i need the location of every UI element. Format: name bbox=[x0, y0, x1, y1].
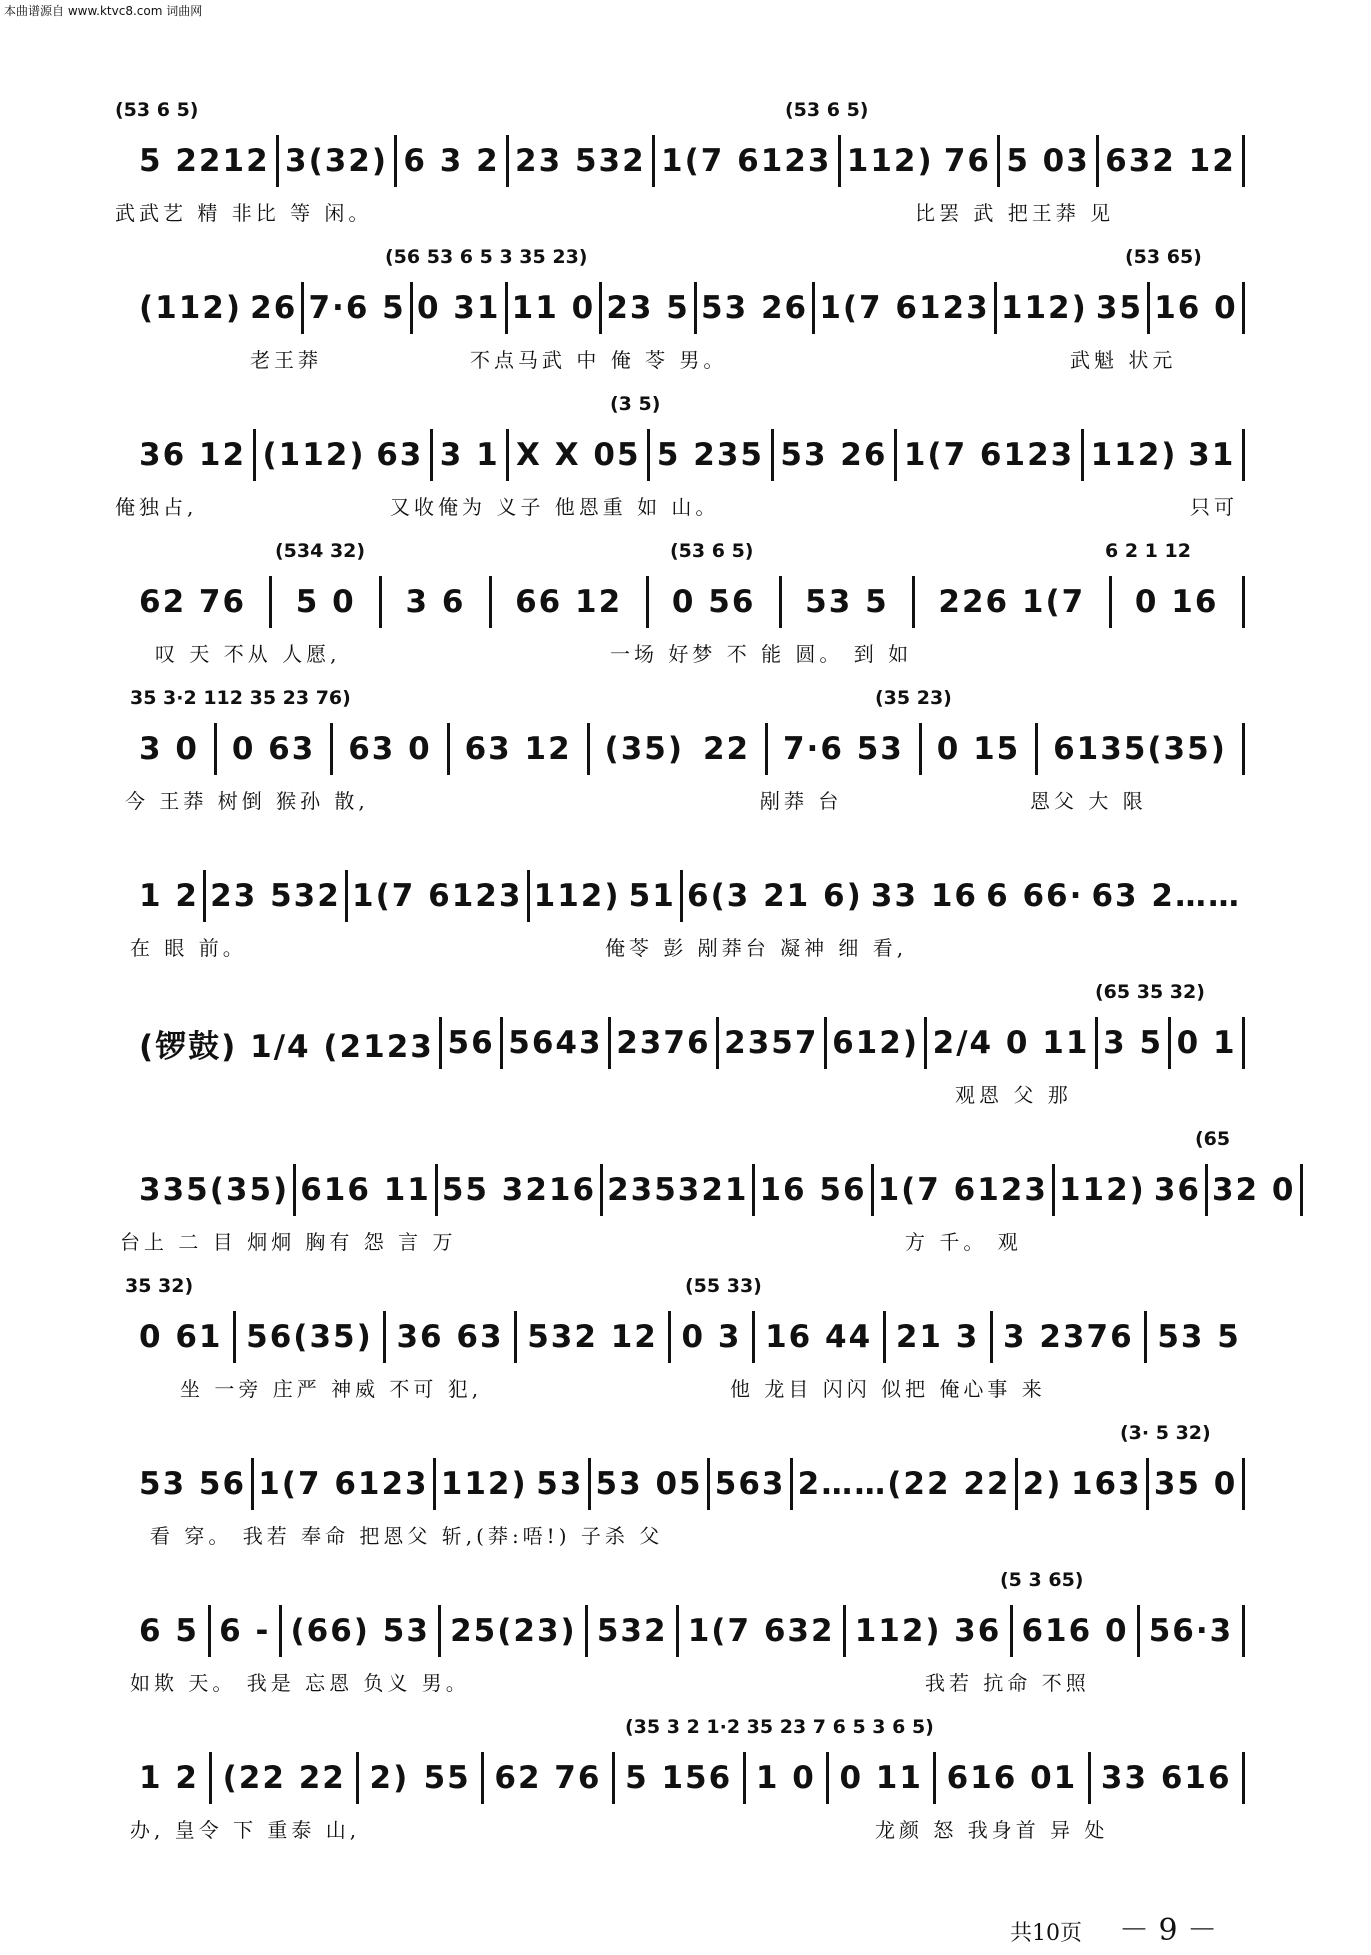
measure: 32 0 bbox=[1211, 1172, 1296, 1208]
barline bbox=[356, 1752, 359, 1804]
measure: 5 03 bbox=[1006, 143, 1090, 179]
lyric-line bbox=[130, 1812, 1245, 1842]
measure: 23 532 bbox=[515, 143, 646, 179]
measure: 11 0 bbox=[511, 290, 596, 326]
barline bbox=[394, 135, 397, 187]
measure: 0 56 bbox=[671, 584, 756, 620]
measure: 35 0 bbox=[1153, 1466, 1238, 1502]
barline bbox=[997, 135, 1000, 187]
lyric-line bbox=[135, 1371, 1245, 1401]
cue-line bbox=[135, 389, 1245, 419]
measure: 2) bbox=[1022, 1466, 1063, 1502]
measure: 53 26 bbox=[701, 290, 809, 326]
note-line bbox=[135, 1603, 1245, 1659]
measure: 56(35) bbox=[246, 1319, 373, 1355]
measure: 6(3 21 6) bbox=[687, 878, 863, 914]
measure: 1 2 bbox=[139, 878, 199, 914]
lyric: 今 王莽 树倒 猴孙 散, bbox=[125, 789, 369, 813]
cue: (53 6 5) bbox=[670, 540, 754, 562]
measure: 6135(35) bbox=[1053, 731, 1227, 767]
barline bbox=[1144, 1311, 1147, 1363]
lyric-line bbox=[135, 1518, 1245, 1548]
cue-line bbox=[135, 242, 1245, 272]
measure: 16 56 bbox=[759, 1172, 867, 1208]
system-4 bbox=[135, 536, 1245, 683]
barline bbox=[379, 576, 382, 628]
lyric-line bbox=[135, 342, 1245, 372]
barline bbox=[208, 1605, 211, 1657]
measure: 1(7 6123 bbox=[877, 1172, 1048, 1208]
measure: 25(23) bbox=[450, 1613, 577, 1649]
measure: 31 bbox=[1188, 437, 1236, 473]
measure: 26 bbox=[250, 290, 298, 326]
lyric: 坐 一旁 庄严 神威 不可 犯, bbox=[180, 1377, 483, 1401]
measure: 63 0 bbox=[348, 731, 432, 767]
measure: 612) bbox=[832, 1025, 919, 1061]
measure: 3 6 bbox=[405, 584, 466, 620]
lyric: 如欺 天。 我是 忘恩 负义 男。 bbox=[130, 1671, 470, 1695]
barline bbox=[253, 429, 256, 481]
measure: 532 12 bbox=[527, 1319, 658, 1355]
cue: (534 32) bbox=[275, 540, 366, 562]
barline bbox=[330, 723, 333, 775]
measure: 53 5 bbox=[1157, 1319, 1241, 1355]
barline bbox=[716, 1017, 719, 1069]
page-footer bbox=[1010, 1905, 1217, 1949]
measure: 112) bbox=[533, 878, 621, 914]
barline bbox=[1096, 135, 1099, 187]
note-line bbox=[135, 1456, 1245, 1512]
page-number: － 9 － bbox=[1119, 1913, 1218, 1948]
measure: 5 2212 bbox=[139, 143, 270, 179]
barline bbox=[585, 1605, 588, 1657]
cue-line bbox=[135, 536, 1245, 566]
barline bbox=[826, 1752, 829, 1804]
measure: 6 66· bbox=[986, 878, 1084, 914]
barline bbox=[933, 1752, 936, 1804]
measure: 226 1(7 bbox=[938, 584, 1086, 620]
measure: 1(7 6123 bbox=[258, 1466, 429, 1502]
lyric: 比罢 武 把王莽 见 bbox=[915, 201, 1115, 225]
measure: 0 15 bbox=[936, 731, 1021, 767]
lyric: 恩父 大 限 bbox=[1030, 789, 1147, 813]
measure: 21 3 bbox=[895, 1319, 980, 1355]
lyric: 台上 二 目 炯炯 胸有 怨 言 万 bbox=[120, 1230, 457, 1254]
cue-line bbox=[135, 1418, 1245, 1448]
measure: 163 bbox=[1070, 1466, 1142, 1502]
measure: 3 1 bbox=[439, 437, 500, 473]
lyric-line bbox=[115, 195, 1245, 225]
system-8 bbox=[120, 1124, 1296, 1271]
measure: 53 05 bbox=[595, 1466, 703, 1502]
lyric-line bbox=[130, 1665, 1245, 1695]
barline bbox=[1242, 429, 1245, 481]
measure: 16 0 bbox=[1154, 290, 1238, 326]
measure: 53 26 bbox=[780, 437, 888, 473]
barline bbox=[843, 1605, 846, 1657]
lyric: 不点马武 中 俺 苓 男。 bbox=[470, 348, 728, 372]
measure: 53 5 bbox=[805, 584, 889, 620]
barline bbox=[924, 1017, 927, 1069]
measure: 5 235 bbox=[656, 437, 764, 473]
barline bbox=[1015, 1458, 1018, 1510]
lyric: 只可 bbox=[1190, 495, 1238, 519]
measure: 63 bbox=[376, 437, 424, 473]
cue-line bbox=[130, 683, 1245, 713]
barline bbox=[251, 1458, 254, 1510]
barline bbox=[1035, 723, 1038, 775]
note-line bbox=[135, 280, 1245, 336]
measure: (66) 53 bbox=[290, 1613, 430, 1649]
measure: 0 16 bbox=[1134, 584, 1219, 620]
barline bbox=[990, 1311, 993, 1363]
measure: 1 2 bbox=[139, 1760, 199, 1796]
measure: 112) bbox=[1090, 437, 1178, 473]
cue: 35 32) bbox=[125, 1275, 194, 1297]
barline bbox=[790, 1458, 793, 1510]
note-line bbox=[135, 868, 1245, 924]
cue: (55 33) bbox=[685, 1275, 762, 1297]
lyric: 一场 好梦 不 能 圆。 到 如 bbox=[610, 642, 913, 666]
note-line bbox=[135, 574, 1245, 630]
measure: 63 12 bbox=[464, 731, 572, 767]
barline bbox=[1109, 576, 1112, 628]
barline bbox=[646, 576, 649, 628]
system-5 bbox=[125, 683, 1245, 830]
barline bbox=[752, 1311, 755, 1363]
measure: (112) bbox=[139, 290, 243, 326]
measure: 23 532 bbox=[210, 878, 341, 914]
measure: 5 156 bbox=[625, 1760, 733, 1796]
barline bbox=[506, 429, 509, 481]
measure: 33 16 bbox=[870, 878, 978, 914]
total-pages: 共10页 bbox=[1010, 1921, 1082, 1946]
barline bbox=[1242, 1605, 1245, 1657]
lyric: 武武艺 精 非比 等 闲。 bbox=[115, 201, 373, 225]
barline bbox=[1168, 1017, 1171, 1069]
cue: (35 3 2 1·2 35 23 7 6 5 3 6 5) bbox=[625, 1716, 934, 1738]
measure: (22 22 bbox=[222, 1760, 346, 1796]
lyric-line bbox=[115, 489, 1245, 519]
barline bbox=[676, 1605, 679, 1657]
barline bbox=[1300, 1164, 1303, 1216]
measure: 6 5 bbox=[139, 1613, 199, 1649]
measure: 62 76 bbox=[494, 1760, 602, 1796]
barline bbox=[652, 135, 655, 187]
measure: 0 1 bbox=[1176, 1025, 1237, 1061]
system-3 bbox=[115, 389, 1245, 536]
barline bbox=[707, 1458, 710, 1510]
barline bbox=[588, 1458, 591, 1510]
measure: X X 05 bbox=[516, 437, 641, 473]
measure: 56 bbox=[447, 1025, 495, 1061]
cue: (5 3 65) bbox=[1000, 1569, 1084, 1591]
measure: 616 01 bbox=[946, 1760, 1078, 1796]
measure: 36 12 bbox=[139, 437, 247, 473]
measure: 7·6 53 bbox=[782, 731, 904, 767]
cue: (65 35 32) bbox=[1095, 981, 1205, 1003]
barline bbox=[439, 1017, 442, 1069]
measure: 35 bbox=[1095, 290, 1144, 326]
barline bbox=[1242, 1752, 1245, 1804]
cue: 35 3·2 112 35 23 76) bbox=[130, 687, 351, 709]
measure: 3 0 bbox=[139, 731, 199, 767]
cue: (56 53 6 5 3 35 23) bbox=[385, 246, 588, 268]
barline bbox=[430, 429, 433, 481]
measure: 51 bbox=[628, 878, 676, 914]
lyric: 办, 皇令 下 重泰 山, bbox=[130, 1818, 361, 1842]
cue-line bbox=[135, 1124, 1245, 1154]
system-1 bbox=[115, 95, 1245, 242]
measure: 0 63 bbox=[231, 731, 316, 767]
lyric-line bbox=[135, 1077, 1245, 1107]
measure: 112) bbox=[846, 143, 934, 179]
measure: 616 0 bbox=[1021, 1613, 1129, 1649]
measure: (35) bbox=[604, 731, 685, 767]
barline bbox=[765, 723, 768, 775]
barline bbox=[514, 1311, 517, 1363]
source-header: 本曲谱源自 www.ktvc8.com 词曲网 bbox=[4, 4, 203, 18]
measure: 66 12 bbox=[515, 584, 623, 620]
system-7 bbox=[135, 977, 1245, 1124]
measure: 56·3 bbox=[1148, 1613, 1234, 1649]
cue-line bbox=[115, 95, 1245, 125]
measure: 63 2…… bbox=[1091, 878, 1241, 914]
measure: 36 63 bbox=[396, 1319, 504, 1355]
lyric-line bbox=[130, 930, 1245, 960]
measure: 0 31 bbox=[416, 290, 501, 326]
barline bbox=[1242, 576, 1245, 628]
barline bbox=[771, 429, 774, 481]
barline bbox=[668, 1311, 671, 1363]
lyric-line bbox=[125, 783, 1245, 813]
measure: 0 61 bbox=[139, 1319, 223, 1355]
barline bbox=[214, 723, 217, 775]
note-line bbox=[135, 1015, 1245, 1071]
barline bbox=[1137, 1605, 1140, 1657]
measure: 2357 bbox=[724, 1025, 819, 1061]
lyric: 他 龙目 闪闪 似把 俺心事 来 bbox=[730, 1377, 1046, 1401]
measure: 55 bbox=[423, 1760, 471, 1796]
measure: 5 0 bbox=[295, 584, 356, 620]
jianpu-score bbox=[115, 95, 1296, 1859]
lyric: 方 千。 观 bbox=[905, 1230, 1022, 1254]
barline bbox=[824, 1017, 827, 1069]
note-line bbox=[135, 1750, 1245, 1806]
note-line bbox=[135, 427, 1245, 483]
lyric: 叹 天 不从 人愿, bbox=[155, 642, 341, 666]
barline bbox=[506, 135, 509, 187]
measure: 53 bbox=[536, 1466, 584, 1502]
barline bbox=[1146, 1458, 1149, 1510]
barline bbox=[1242, 1017, 1245, 1069]
cue: (35 23) bbox=[875, 687, 952, 709]
barline bbox=[608, 1017, 611, 1069]
note-line bbox=[135, 133, 1245, 189]
cue-line bbox=[135, 977, 1245, 1007]
measure: 532 bbox=[596, 1613, 668, 1649]
barline bbox=[433, 1458, 436, 1510]
barline bbox=[647, 429, 650, 481]
barline bbox=[612, 1752, 615, 1804]
measure: 112) bbox=[854, 1613, 942, 1649]
measure: 1(7 6123 bbox=[352, 878, 523, 914]
measure: 53 56 bbox=[139, 1466, 247, 1502]
cue-line bbox=[135, 1712, 1245, 1742]
measure: 2) bbox=[369, 1760, 410, 1796]
lyric-line bbox=[135, 636, 1245, 666]
system-2 bbox=[135, 242, 1245, 389]
measure: (112) bbox=[262, 437, 366, 473]
measure: 62 76 bbox=[139, 584, 247, 620]
measure: 0 3 bbox=[681, 1319, 742, 1355]
barline bbox=[912, 576, 915, 628]
measure: 112) bbox=[440, 1466, 528, 1502]
measure: 616 11 bbox=[300, 1172, 431, 1208]
measure: 55 3216 bbox=[441, 1172, 597, 1208]
barline bbox=[1088, 1752, 1091, 1804]
lyric: 俺苓 彭 剐莽台 凝神 细 看, bbox=[605, 936, 908, 960]
barline bbox=[1242, 1458, 1245, 1510]
measure: 36 bbox=[1153, 1172, 1201, 1208]
system-6 bbox=[130, 830, 1245, 977]
barline bbox=[779, 576, 782, 628]
measure: 112) bbox=[1000, 290, 1088, 326]
measure: 1 0 bbox=[755, 1760, 816, 1796]
lyric-line bbox=[120, 1224, 1245, 1254]
lyric: 又收俺为 义子 他恩重 如 山。 bbox=[390, 495, 720, 519]
measure: 0 11 bbox=[839, 1760, 923, 1796]
barline bbox=[447, 723, 450, 775]
measure: 5643 bbox=[508, 1025, 603, 1061]
barline bbox=[269, 576, 272, 628]
measure: 1(7 6123 bbox=[661, 143, 832, 179]
measure: 16 44 bbox=[765, 1319, 873, 1355]
cue-line bbox=[135, 830, 1245, 860]
barline bbox=[233, 1311, 236, 1363]
barline bbox=[438, 1605, 441, 1657]
measure: 3 5 bbox=[1103, 1025, 1164, 1061]
lyric: 观恩 父 那 bbox=[955, 1083, 1072, 1107]
measure: 3(32) bbox=[285, 143, 389, 179]
note-line bbox=[135, 721, 1245, 777]
measure: 2/4 0 11 bbox=[932, 1025, 1090, 1061]
barline bbox=[383, 1311, 386, 1363]
barline bbox=[1242, 282, 1245, 334]
barline bbox=[1081, 429, 1084, 481]
barline bbox=[500, 1017, 503, 1069]
lyric: 在 眼 前。 bbox=[130, 936, 247, 960]
lyric: 剐莽 台 bbox=[760, 789, 843, 813]
lyric: 龙颜 怒 我身首 异 处 bbox=[875, 1818, 1109, 1842]
lyric: 老王莽 bbox=[250, 348, 322, 372]
measure: 235321 bbox=[607, 1172, 749, 1208]
measure: 1(7 632 bbox=[687, 1613, 835, 1649]
measure: 1(7 6123 bbox=[819, 290, 990, 326]
cue: (53 6 5) bbox=[115, 99, 199, 121]
measure: 33 616 bbox=[1100, 1760, 1232, 1796]
measure: 76 bbox=[943, 143, 991, 179]
measure: 22 bbox=[702, 731, 751, 767]
cue: 6 2 1 12 bbox=[1105, 540, 1191, 562]
cue-line bbox=[135, 1565, 1245, 1595]
measure: 3 2376 bbox=[1003, 1319, 1134, 1355]
note-line bbox=[135, 1162, 1296, 1218]
barline bbox=[1242, 135, 1245, 187]
barline bbox=[894, 429, 897, 481]
measure: 23 5 bbox=[606, 290, 690, 326]
system-12 bbox=[130, 1712, 1245, 1859]
cue-line bbox=[125, 1271, 1245, 1301]
system-9 bbox=[125, 1271, 1245, 1418]
measure: 112) bbox=[1058, 1172, 1146, 1208]
cue: (53 6 5) bbox=[785, 99, 869, 121]
barline bbox=[209, 1752, 212, 1804]
cue: (65 bbox=[1195, 1128, 1231, 1150]
barline bbox=[919, 723, 922, 775]
barline bbox=[489, 576, 492, 628]
barline bbox=[743, 1752, 746, 1804]
barline bbox=[1242, 723, 1245, 775]
lyric: 看 穿。 我若 奉命 把恩父 斩,(莽:唔!) 子杀 父 bbox=[150, 1524, 664, 1548]
barline bbox=[481, 1752, 484, 1804]
note-line bbox=[135, 1309, 1245, 1365]
lyric: 武魁 状元 bbox=[1070, 348, 1177, 372]
barline bbox=[279, 1605, 282, 1657]
barline bbox=[587, 723, 590, 775]
cue: (53 65) bbox=[1125, 246, 1202, 268]
barline bbox=[1095, 1017, 1098, 1069]
lyric: 俺独占, bbox=[115, 495, 198, 519]
measure: 36 bbox=[954, 1613, 1002, 1649]
barline bbox=[1010, 1605, 1013, 1657]
measure: 7·6 5 bbox=[308, 290, 406, 326]
measure: 2……(22 22 bbox=[797, 1466, 1011, 1502]
measure: 632 12 bbox=[1105, 143, 1236, 179]
lyric: 我若 抗命 不照 bbox=[925, 1671, 1090, 1695]
measure: 2376 bbox=[616, 1025, 711, 1061]
cue: (3· 5 32) bbox=[1120, 1422, 1211, 1444]
barline bbox=[838, 135, 841, 187]
measure: (锣鼓) 1/4 (2123 bbox=[139, 1028, 434, 1065]
system-11 bbox=[130, 1565, 1245, 1712]
barline bbox=[883, 1311, 886, 1363]
measure: 1(7 6123 bbox=[903, 437, 1075, 473]
measure: 563 bbox=[714, 1466, 786, 1502]
cue: (3 5) bbox=[610, 393, 661, 415]
measure: 335(35) bbox=[139, 1172, 290, 1208]
measure: 6 3 2 bbox=[403, 143, 500, 179]
system-10 bbox=[135, 1418, 1245, 1565]
measure: 6 - bbox=[219, 1613, 271, 1649]
barline bbox=[276, 135, 279, 187]
